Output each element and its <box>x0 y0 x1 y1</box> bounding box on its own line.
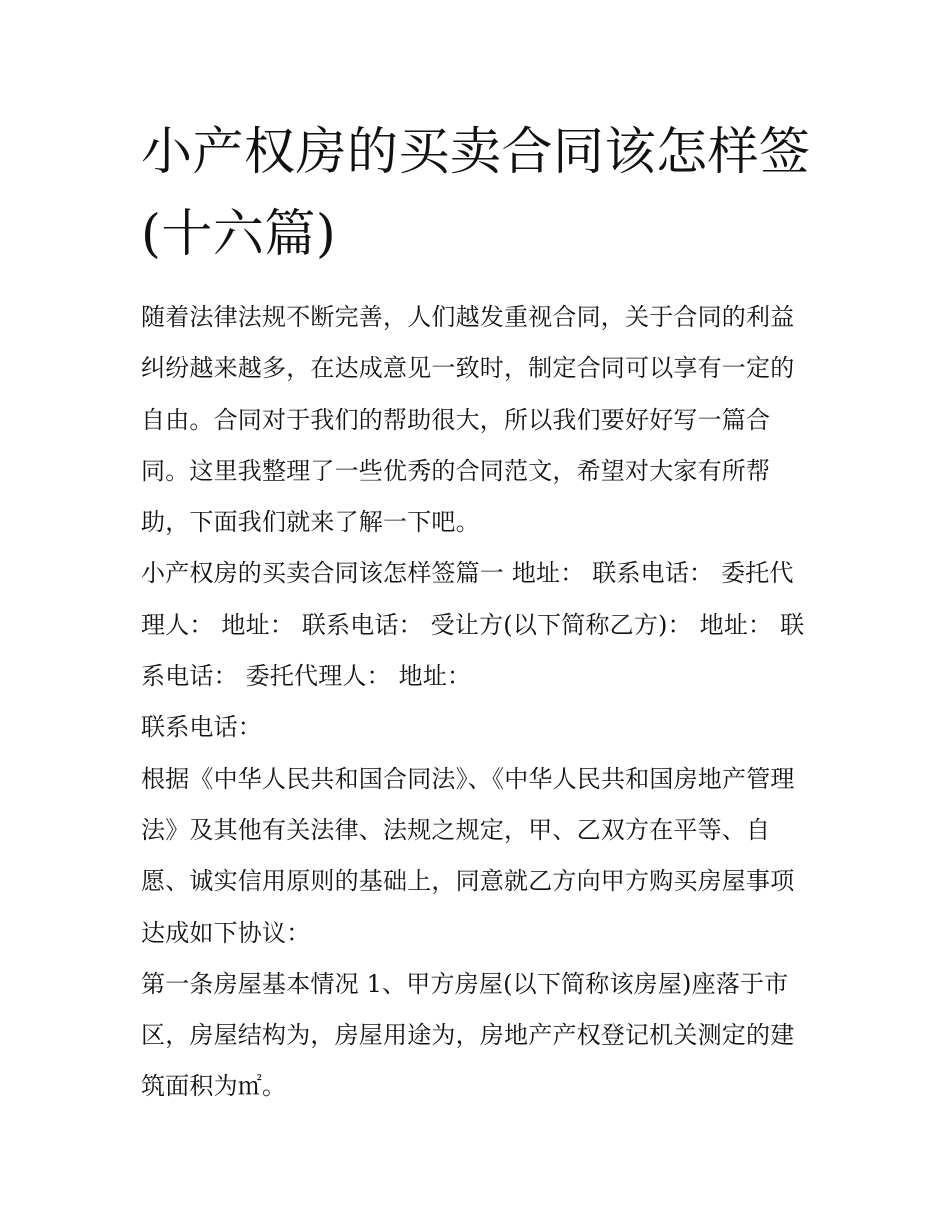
document-body <box>141 112 813 1113</box>
document-title: 小产权房的买卖合同该怎样签(十六篇) <box>141 123 811 264</box>
legal-basis-paragraph: 根据《中华人民共和国合同法》、《中华人民共和国房地产管理法》及其他有关法律、法规之规定，甲、乙双方在平等、自愿、诚实信用原则的基础上，同意就乙方向甲方购买房屋事项达成如下协议： <box>141 764 795 947</box>
article-one-paragraph: 第一条房屋基本情况 1、甲方房屋(以下简称该房屋)座落于市区，房屋结构为，房屋用途为，房地产产权登记机关测定的建筑面积为㎡。 <box>141 969 795 1101</box>
contact-phone-line: 联系电话： <box>141 713 262 742</box>
parties-paragraph: 小产权房的买卖合同该怎样签篇一 地址： 联系电话： 委托代理人： 地址： 联系电话： 受让方(以下简称乙方)： 地址： 联系电话： 委托代理人： 地址： <box>141 559 805 691</box>
intro-paragraph: 随着法律法规不断完善，人们越发重视合同，关于合同的利益纠纷越来越多，在达成意见一致时，制定合同可以享有一定的自由。合同对于我们的帮助很大，所以我们要好好写一篇合同。这里我整理了一些优秀的合同范文，希望对大家有所帮助，下面我们就来了解一下吧。 <box>141 303 795 537</box>
